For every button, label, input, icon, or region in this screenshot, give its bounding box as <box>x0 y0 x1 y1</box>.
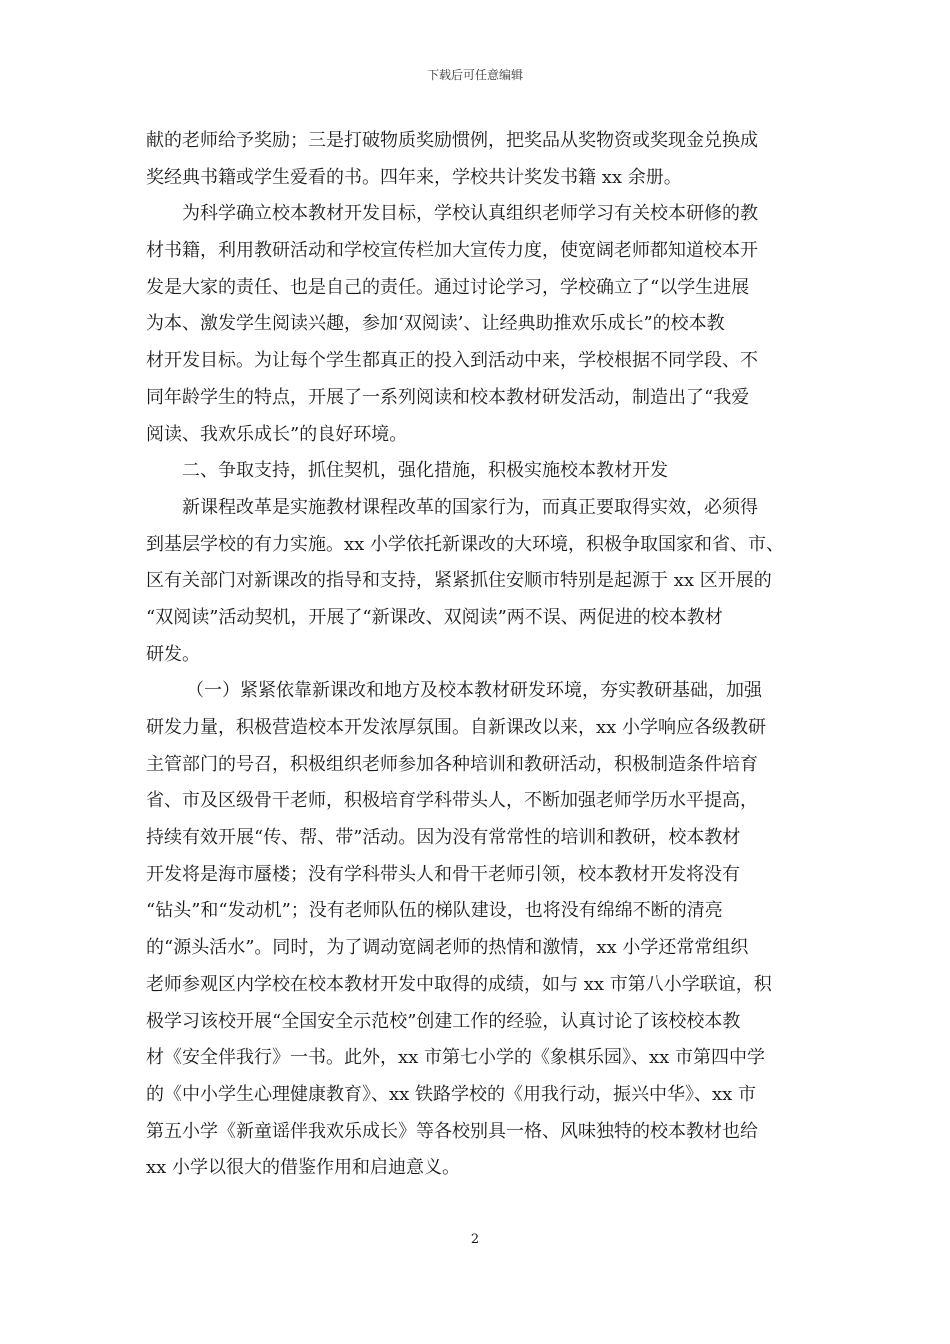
text-line: 开发将是海市蜃楼；没有学科带头人和骨干老师引领，校本教材开发将没有 <box>146 863 740 885</box>
text-line: 材书籍，利用教研活动和学校宣传栏加大宣传力度，使宽阔老师都知道校本开 <box>146 240 758 262</box>
text-line: 同年龄学生的特点，开展了一系列阅读和校本教材研发活动，制造出了“我爱 <box>146 386 750 408</box>
text-line: 材开发目标。为让每个学生都真正的投入到活动中来，学校根据不同学段、不 <box>146 350 758 372</box>
text-line: 材《安全伴我行》一书。此外，xx 市第七小学的《象棋乐园》、xx 市第四中学 <box>146 1047 766 1069</box>
text-line: 第五小学《新童谣伴我欢乐成长》等各校别具一格、风味独特的校本教材也给 <box>146 1120 758 1142</box>
page-number: 2 <box>470 1232 480 1247</box>
paragraph-first-line: 为科学确立校本教材开发目标，学校认真组织老师学习有关校本研修的教 <box>182 203 758 225</box>
text-line: 为本、激发学生阅读兴趣，参加‘双阅读’、让经典助推欢乐成长”的校本教 <box>146 313 725 335</box>
text-line: 研发。 <box>146 643 200 665</box>
text-line: 发是大家的责任、也是自己的责任。通过讨论学习，学校确立了“以学生进展 <box>146 276 750 298</box>
text-line: 持续有效开展“传、帮、带”活动。因为没有常常性的培训和教研，校本教材 <box>146 827 741 849</box>
text-line: 的《中小学生心理健康教育》、xx 铁路学校的《用我行动，振兴中华》、xx 市 <box>146 1083 757 1105</box>
text-line: “双阅读”活动契机，开展了“新课改、双阅读”两不误、两促进的校本教材 <box>146 606 723 628</box>
text-line: 研发力量，积极营造校本开发浓厚氛围。自新课改以来，xx 小学响应各级教研 <box>146 717 767 738</box>
text-line: 极学习该校开展“全国安全示范校”创建工作的经验，认真讨论了该校校本教 <box>146 1010 741 1032</box>
text-line: “钻头”和“发动机”；没有老师队伍的梯队建设，也将没有绵绵不断的清亮 <box>146 900 723 922</box>
text-line: 省、市及区级骨干老师，积极培育学科带头人，不断加强老师学历水平提高， <box>146 790 758 812</box>
text-line: 到基层学校的有力实施。xx 小学依托新课改的大环境，积极争取国家和省、市、 <box>146 533 785 555</box>
text-line: 区有关部门对新课改的指导和支持，紧紧抓住安顺市特别是起源于 xx 区开展的 <box>146 570 772 592</box>
page-header: 下载后可任意编辑 <box>426 68 523 82</box>
text-line: 老师参观区内学校在校本教材开发中取得的成绩，如与 xx 市第八小学联谊，积 <box>146 973 772 995</box>
paragraph-first-line: 新课程改革是实施教材课程改革的国家行为，而真正要取得实效，必须得 <box>182 496 758 518</box>
text-line: xx 小学以很大的借鉴作用和启迪意义。 <box>146 1157 461 1179</box>
text-line: 献的老师给予奖励；三是打破物质奖励惯例，把奖品从奖物资或奖现金兑换成 <box>146 130 758 151</box>
text-line: 奖经典书籍或学生爱看的书。四年来，学校共计奖发书籍 xx 余册。 <box>146 166 682 188</box>
section-heading: 二、争取支持，抓住契机，强化措施，积极实施校本教材开发 <box>182 460 668 482</box>
paragraph-first-line: （一）紧紧依靠新课改和地方及校本教材研发环境，夯实教研基础，加强 <box>186 680 762 702</box>
text-line: 阅读、我欢乐成长”的良好环境。 <box>146 423 408 445</box>
document-body <box>146 123 810 1187</box>
text-line: 主管部门的号召，积极组织老师参加各种培训和教研活动，积极制造条件培育 <box>146 753 758 775</box>
text-line: 的“源头活水”。同时，为了调动宽阔老师的热情和激情，xx 小学还常常组织 <box>146 937 749 959</box>
